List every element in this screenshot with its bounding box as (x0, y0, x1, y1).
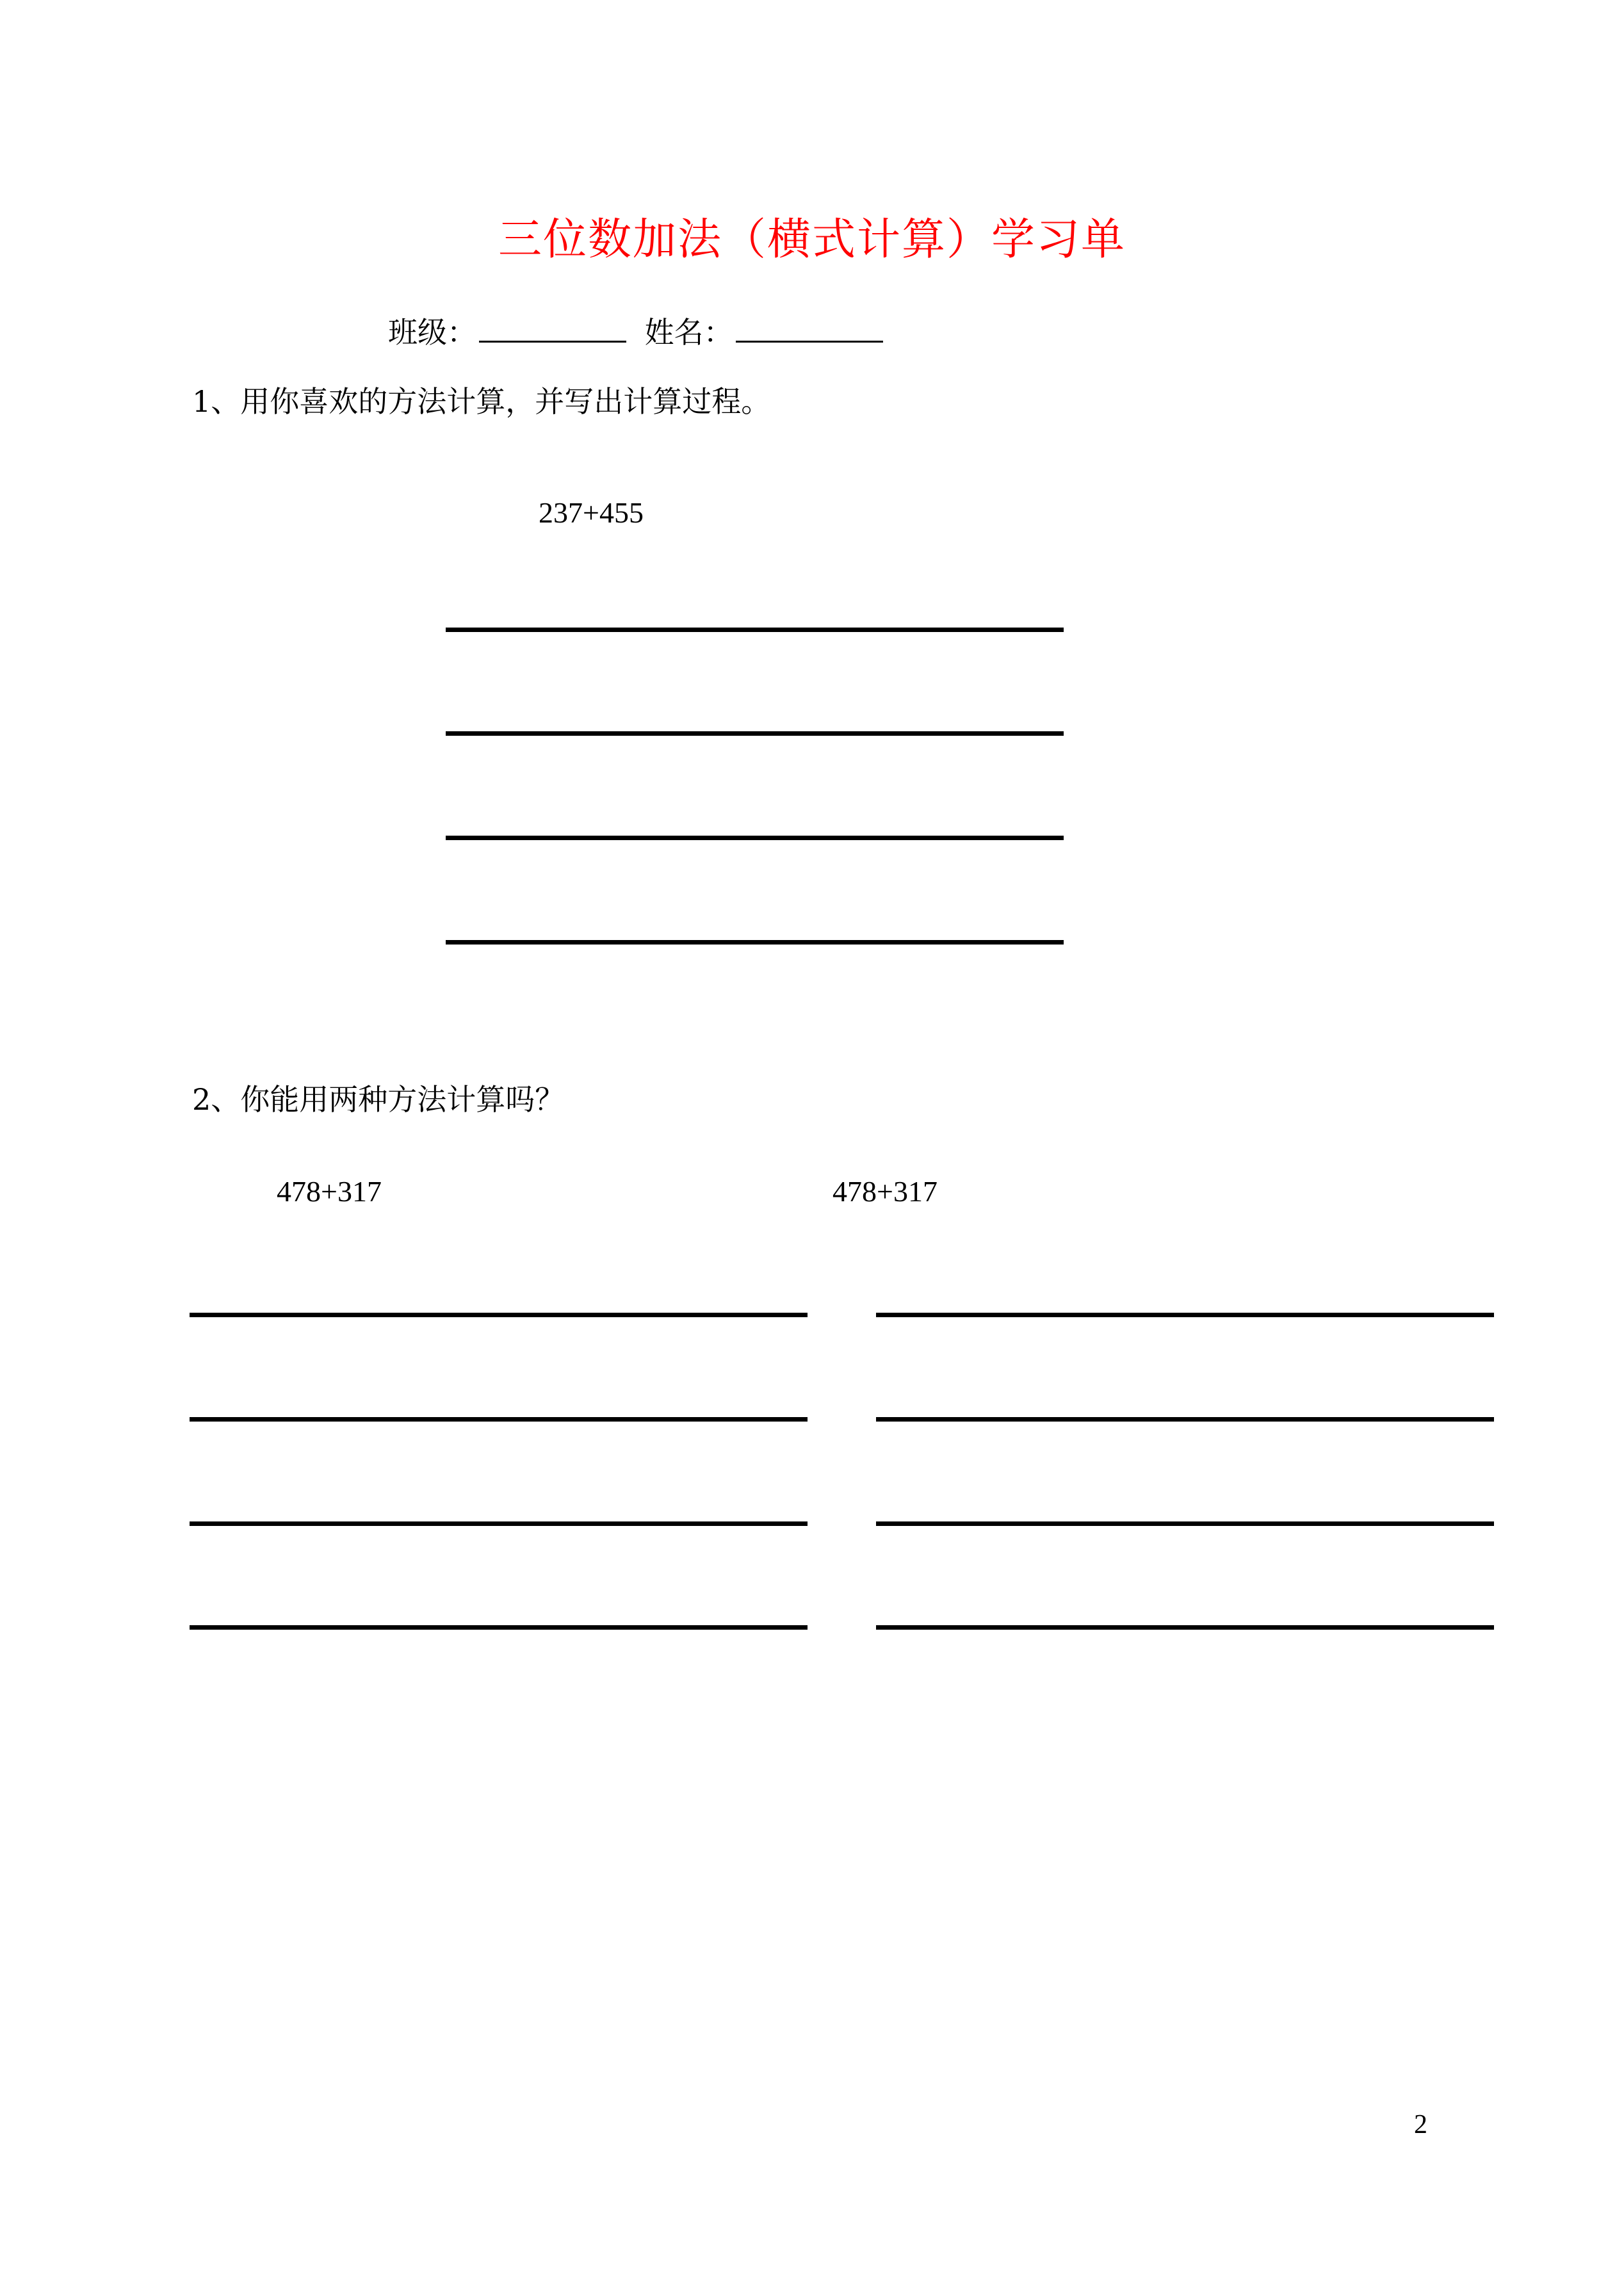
name-label: 姓名： (644, 315, 733, 350)
student-info-row (388, 307, 892, 353)
class-blank (479, 307, 626, 343)
answer-line-left (190, 1521, 808, 1526)
answer-line-right (876, 1625, 1494, 1630)
question-2-text: 2、你能用两种方法计算吗？ (192, 1082, 565, 1117)
question-1-text: 1、用你喜欢的方法计算，并写出计算过程。 (192, 384, 771, 419)
question-2-expression-left: 478+317 (277, 1175, 382, 1208)
answer-line-left (190, 1313, 808, 1317)
class-label: 班级： (388, 315, 476, 350)
page-number: 2 (1414, 2110, 1427, 2139)
answer-line-left (190, 1417, 808, 1422)
answer-line (446, 628, 1064, 632)
question-2-expression-right: 478+317 (832, 1175, 938, 1208)
worksheet-title: 三位数加法（横式计算）学习单 (498, 215, 1126, 265)
answer-line-right (876, 1521, 1494, 1526)
answer-line-left (190, 1625, 808, 1630)
answer-line (446, 731, 1064, 736)
answer-line (446, 940, 1064, 945)
name-blank (736, 307, 883, 343)
answer-line-right (876, 1313, 1494, 1317)
answer-line (446, 836, 1064, 840)
question-1-expression: 237+455 (539, 496, 644, 529)
answer-line-right (876, 1417, 1494, 1422)
